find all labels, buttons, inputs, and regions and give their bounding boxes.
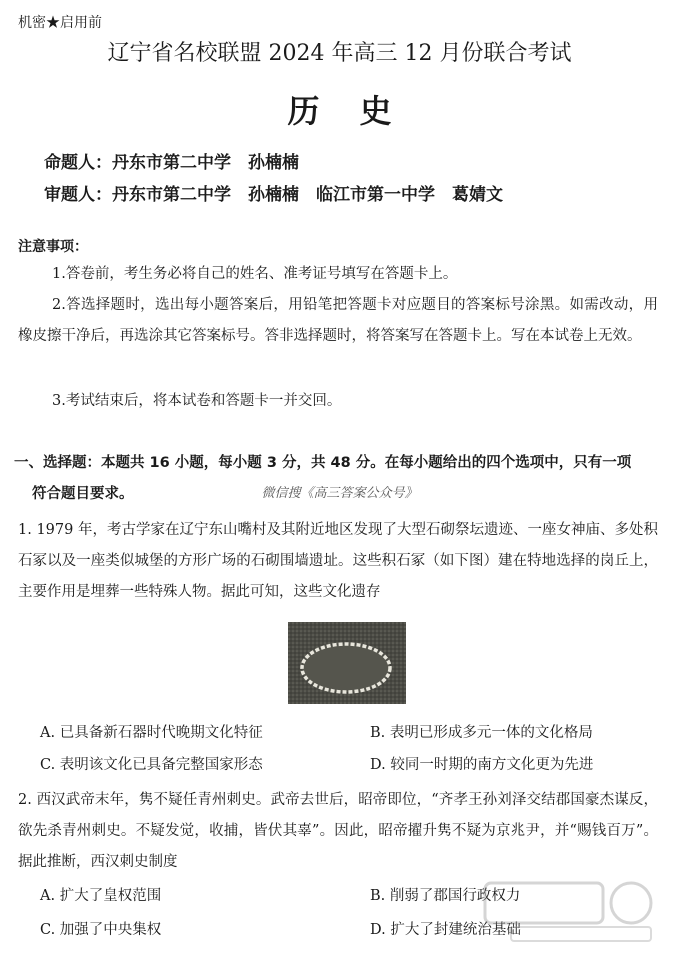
notice-item-1: 1.答卷前，考生务必将自己的姓名、准考证号填写在答题卡上。 xyxy=(52,266,458,282)
exam-title: 辽宁省名校联盟 2024 年高三 12 月份联合考试 xyxy=(107,41,572,66)
q2-option-b: B. 削弱了郡国行政权力 xyxy=(370,888,521,904)
q1-option-c: C. 表明该文化已具备完整国家形态 xyxy=(40,757,263,773)
q1-option-b: B. 表明已形成多元一体的文化格局 xyxy=(370,725,593,741)
notice-item-3: 3.考试结束后，将本试卷和答题卡一并交回。 xyxy=(52,393,342,409)
q2-option-c: C. 加强了中央集权 xyxy=(40,922,162,938)
site-watermark-logo xyxy=(481,877,671,947)
confidential-label: 机密★启用前 xyxy=(18,15,102,31)
q2-option-d: D. 扩大了封建统治基础 xyxy=(370,922,521,938)
notice-heading: 注意事项： xyxy=(18,239,88,255)
section-heading-line2: 符合题目要求。 xyxy=(32,486,134,502)
q1-option-d: D. 较同一时期的南方文化更为先进 xyxy=(370,757,594,773)
reviewer-line: 审题人：丹东市第二中学 孙楠楠 临江市第一中学 葛婧文 xyxy=(44,185,503,205)
section-heading-line1: 一、选择题：本题共 16 小题，每小题 3 分，共 48 分。在每小题给出的四个选项中，只有一项 xyxy=(14,455,632,471)
q2-option-a: A. 扩大了皇权范围 xyxy=(40,888,162,904)
question-1-stem: 1. 1979 年，考古学家在辽宁东山嘴村及其附近地区发现了大型石砌祭坛遗迹、一座女神庙、多处积石冢以及一座类似城堡的方形广场的石砌围墙遗址。这些积石冢（如下图）建在特地选择的岗丘上，主要作用是埋葬一些特殊人物。据此可知，这些文化遗存 xyxy=(18,522,658,600)
watermark-text: 微信搜《高三答案公众号》 xyxy=(261,486,418,501)
stone-cairn-photo xyxy=(288,622,406,704)
notice-item-2: 2.答选择题时，选出每小题答案后，用铅笔把答题卡对应题目的答案标号涂黑。如需改动，用橡皮擦干净后，再选涂其它答案标号。答非选择题时，将答案写在答题卡上。写在本试卷上无效。 xyxy=(18,297,658,344)
subject-title: 历史 xyxy=(287,92,432,130)
question-2-stem: 2. 西汉武帝末年，隽不疑任青州刺史。武帝去世后，昭帝即位，“齐孝王孙刘泽交结郡国豪杰谋反，欲先杀青州刺史。不疑发觉，收捕，皆伏其辜”。因此，昭帝擢升隽不疑为京兆尹，并“赐钱百万”。据此推断，西汉刺史制度 xyxy=(18,792,658,870)
q1-option-a: A. 已具备新石器时代晚期文化特征 xyxy=(40,725,263,741)
author-line: 命题人：丹东市第二中学 孙楠楠 xyxy=(44,153,299,173)
